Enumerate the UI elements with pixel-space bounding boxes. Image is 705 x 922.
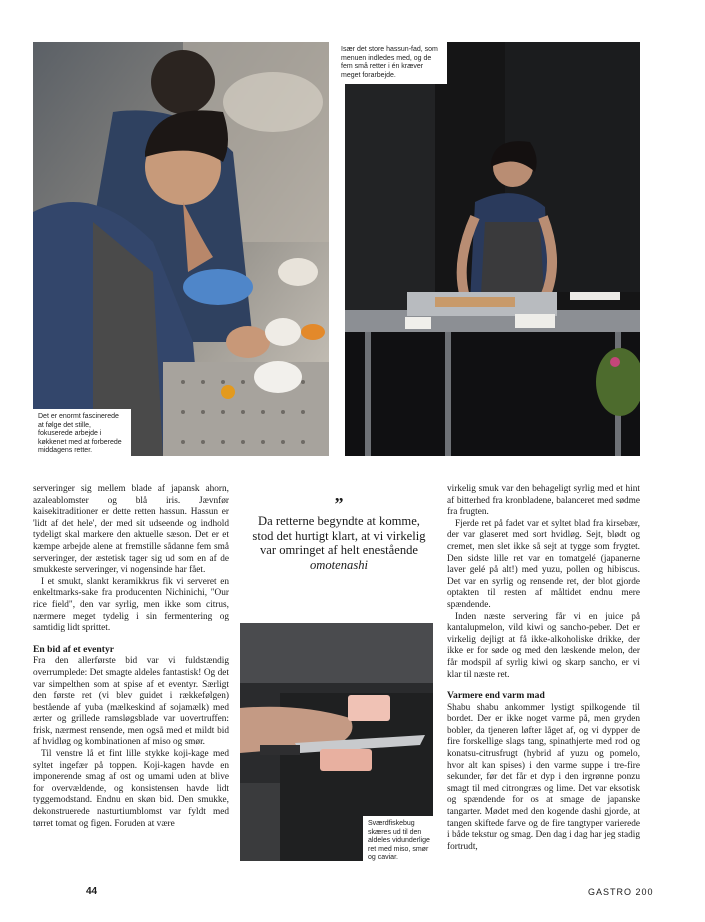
fish-photo-caption: Sværdfiskebug skæres ud til den aldeles vidunderlige ret med miso, smør og caviar. bbox=[363, 816, 439, 867]
col3-paragraph-4: Shabu shabu ankommer lystigt spilkogende til bordet. Der er ikke noget varme på, men gryden bobler, da tjeneren løfter låget af, og vi dypper de fire forskellige slags tang, spinathjerte med rod og konatsu-citrusfrugt (hybrid af yuzu og pomelo, hvor alt kan spises) i den varme suppe i tre-fire sekunder, før det får et dyp i den irgrønne ponzu smagt til med citrongræs og lime. Det var eksotisk og spændende for os at smage de japanske tangarter. Mødet med den kogende dashi gjorde, at tangen skiftede farve og de fire tangtyper varierede i både tekstur og smag. Den dag i dag har jeg stadig fortrudt, bbox=[447, 702, 640, 852]
col3-paragraph-2: Fjerde ret på fadet var et syltet blad fra kirsebær, der var glaseret med sort hvidløg. Sejt, blødt og cremet, men slet ikke så sejt at tygge som frygtet. Den sidste lille ret var en tomatgelé (japanerne laver gelé på alt!) med yuzu, pollen og hibiscus. Det var en syrlig og rensende ret, der blot gjorde optakten til resten af måltidet endnu mere spændende. bbox=[447, 518, 640, 610]
col1-paragraph-4: Til venstre lå et fint lille stykke koji-kage med syltet ingefær på toppen. Koji-kagen havde en imponerende smag af ost og umami uden at blive for overvældende, og konsistensen havde lidt tyggemodstand. Endnu en skøn bid. Den smukke, dekonstruerede nasturtiumblomst var fyldt med tørret tomat og figen. Foruden at være bbox=[33, 749, 229, 829]
pull-quote bbox=[250, 494, 428, 572]
hassun-prep-image bbox=[345, 42, 640, 456]
pull-quote-emphasis: omotenashi bbox=[309, 557, 369, 572]
hassun-prep-photo bbox=[345, 42, 640, 456]
col3-paragraph-1: virkelig smuk var den behageligt syrlig med et hint af bitterhed fra kronbladene, balanceret med sødme fra frugten. bbox=[447, 484, 640, 518]
article-column-3 bbox=[447, 484, 640, 853]
col3-paragraph-3: Inden næste servering får vi en juice på kantalupmelon, vild kiwi og sancho-peber. Det er virkelig dejligt at få ikke-alkoholiske drikke, der ikke er for søde og med den læskende melon, der får modspil af syrlig kiwi og skarp sancho, er vi klar til næste ret. bbox=[447, 611, 640, 680]
subheading-eventyr: En bid af et eventyr bbox=[33, 643, 115, 655]
quote-mark-icon: ” bbox=[334, 494, 344, 514]
page-number: 44 bbox=[86, 886, 98, 897]
col1-paragraph-1: serveringer sig mellem blade af japansk ahorn, azaleablomster og blå iris. Jævnfør kaisekitraditioner er dette retten hassun. Hassun er 'lidt af det hele', der med sit udseende og indhold tydeligt skal markere den aktuelle sæson. Det er et kæmpe arbejde alene at fremstille sådanne fem små serveringer, der æstetisk tager sig ud som en af de smukkeste serveringer, vi nogensinde har fået. bbox=[33, 484, 229, 576]
chef-plating-photo bbox=[33, 42, 329, 456]
magazine-name: GASTRO 200 bbox=[588, 887, 654, 897]
col1-paragraph-2: I et smukt, slankt keramikkrus fik vi serveret en enkeltmarks-sake fra producenten Nichinichi, "Our rice field", den var syrlig, men ikke som citrus, nærmere meget tydelig i sin fermentering og samtidig lidt sprittet. bbox=[33, 576, 229, 634]
pull-quote-text: Da retterne begyndte at komme, stod det hurtigt klart, at vi virkelig var omringet af helt enestående bbox=[252, 514, 426, 558]
chef-photo-caption: Det er enormt fascinerede at følge det stille, fokuserede arbejde i køkkenet med at forberede middagens retter. bbox=[33, 409, 131, 460]
subheading-varmere: Varmere end varm mad bbox=[447, 690, 545, 702]
col1-paragraph-3: Fra den allerførste bid var vi fuldstændig overrumplede: Det smagte aldeles fantastisk! Og det var simpelthen som at spise af et eventyr. Særligt den første ret (vi blev guidet i rækkefølgen) bestående af yuba (mælkeskind af sojamælk) med ærter og grillede ramsløgsblade var uovertruffen: frisk, nærmest rensende, men også med et mildt bid af hvidløg og kombinationen af miso og smør. bbox=[33, 656, 229, 748]
hassun-photo-caption: Især det store hassun-fad, som menuen indledes med, og de fem små retter i én kræver meget forarbejde. bbox=[336, 42, 447, 84]
article-column-1 bbox=[33, 484, 229, 830]
chef-plating-image bbox=[33, 42, 329, 456]
